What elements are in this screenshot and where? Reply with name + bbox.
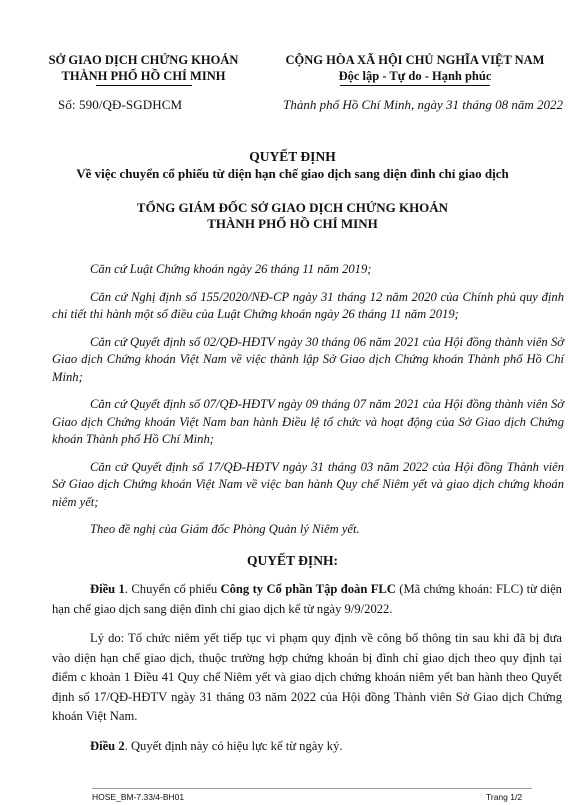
decision-heading: QUYẾT ĐỊNH: [247,553,338,568]
nation-name: CỘNG HÒA XÃ HỘI CHỦ NGHĨA VIỆT NAM [285,53,545,67]
legal-basis: Căn cứ Quyết định số 17/QĐ-HĐTV ngày 31 tháng 03 năm 2022 của Hội đồng Thành viên Sở Giao dịch Chứng khoán Việt Nam về việc ban hành Quy chế Niêm yết và giao dịch chứng khoán niêm yết; [52,459,564,509]
nation-motto: Độc lập - Tự do - Hạnh phúc [338,69,492,83]
legal-basis: Căn cứ Quyết định số 07/QĐ-HĐTV ngày 09 tháng 07 năm 2021 của Hội đồng thành viên Sở Giao dịch Chứng khoán Việt Nam ban hành Điều lệ tổ chức và hoạt động của Sở Giao dịch Chứng khoán Thành phố Hồ Chí Minh; [52,397,564,446]
legal-bases [52,261,564,549]
article-2-label: Điều 2 [90,738,125,753]
form-code: HOSE_BM-7.33/4-BH01 [92,792,185,802]
article-1-post: (Mã chứng khoán: FLC) từ diện hạn chế giao dịch sang diện đình chỉ giao dịch kể từ ngày 9/9/2022. [52,582,562,616]
article-2 [52,737,562,757]
article-1-label: Điều 1 [90,582,125,596]
issuer-name-line2: THÀNH PHỐ HỒ CHÍ MINH [61,69,226,83]
issuer-name-line1: SỞ GIAO DỊCH CHỨNG KHOÁN [48,53,239,67]
signing-authority [0,200,585,232]
company-name: Công ty Cổ phần Tập đoàn FLC [220,582,396,596]
motto-underline [340,85,490,86]
document-title: QUYẾT ĐỊNH [249,149,336,164]
footer-divider [92,788,532,789]
legal-basis: Căn cứ Quyết định số 02/QĐ-HĐTV ngày 30 tháng 06 năm 2021 của Hội đồng thành viên Sở Giao dịch Chứng khoán Việt Nam về việc thành lập Sở Giao dịch Chứng khoán Thành phố Hồ Chí Minh; [52,334,564,384]
issuer-block [36,52,251,86]
article-2-text: . Quyết định này có hiệu lực kể từ ngày ký. [124,738,343,753]
document-number: Số: 590/QĐ-SGDHCM [58,97,183,112]
issuer-underline [96,85,192,86]
place-date: Thành phố Hồ Chí Minh, ngày 31 tháng 08 năm 2022 [283,97,563,112]
page-number: Trang 1/2 [486,792,523,802]
decision-body [52,580,562,766]
reason-paragraph: Lý do: Tổ chức niêm yết tiếp tục vi phạm quy định về công bố thông tin sau khi đã bị đưa vào diện hạn chế giao dịch, thuộc trường hợp chứng khoán bị đình chỉ giao dịch theo quy định tại điểm c khoản 1 Điều 41 Quy chế Niêm yết và giao dịch chứng khoán niêm yết ban hành theo Quyết định số 17/QĐ-HĐTV ngày 31 tháng 03 năm 2022 của Hội đồng Thành viên Sở Giao dịch Chứng khoán Việt Nam. [52,631,562,723]
document-subject: Về việc chuyển cổ phiếu từ diện hạn chế giao dịch sang diện đình chỉ giao dịch [76,166,509,181]
authority-line1: TỔNG GIÁM ĐỐC SỞ GIAO DỊCH CHỨNG KHOÁN [136,200,449,215]
legal-basis: Căn cứ Luật Chứng khoán ngày 26 tháng 11 năm 2019; [90,262,372,276]
article-1-pre: . Chuyển cổ phiếu [124,582,221,596]
article-1 [52,580,562,619]
legal-basis: Căn cứ Nghị định số 155/2020/NĐ-CP ngày 31 tháng 12 năm 2020 của Chính phủ quy định chi tiết thi hành một số điều của Luật Chứng khoán ngày 26 tháng 11 năm 2019; [52,289,564,321]
national-motto-block [270,52,560,86]
authority-line2: THÀNH PHỐ HỒ CHÍ MINH [207,216,378,231]
legal-basis: Theo đề nghị của Giám đốc Phòng Quản lý Niêm yết. [90,522,360,536]
